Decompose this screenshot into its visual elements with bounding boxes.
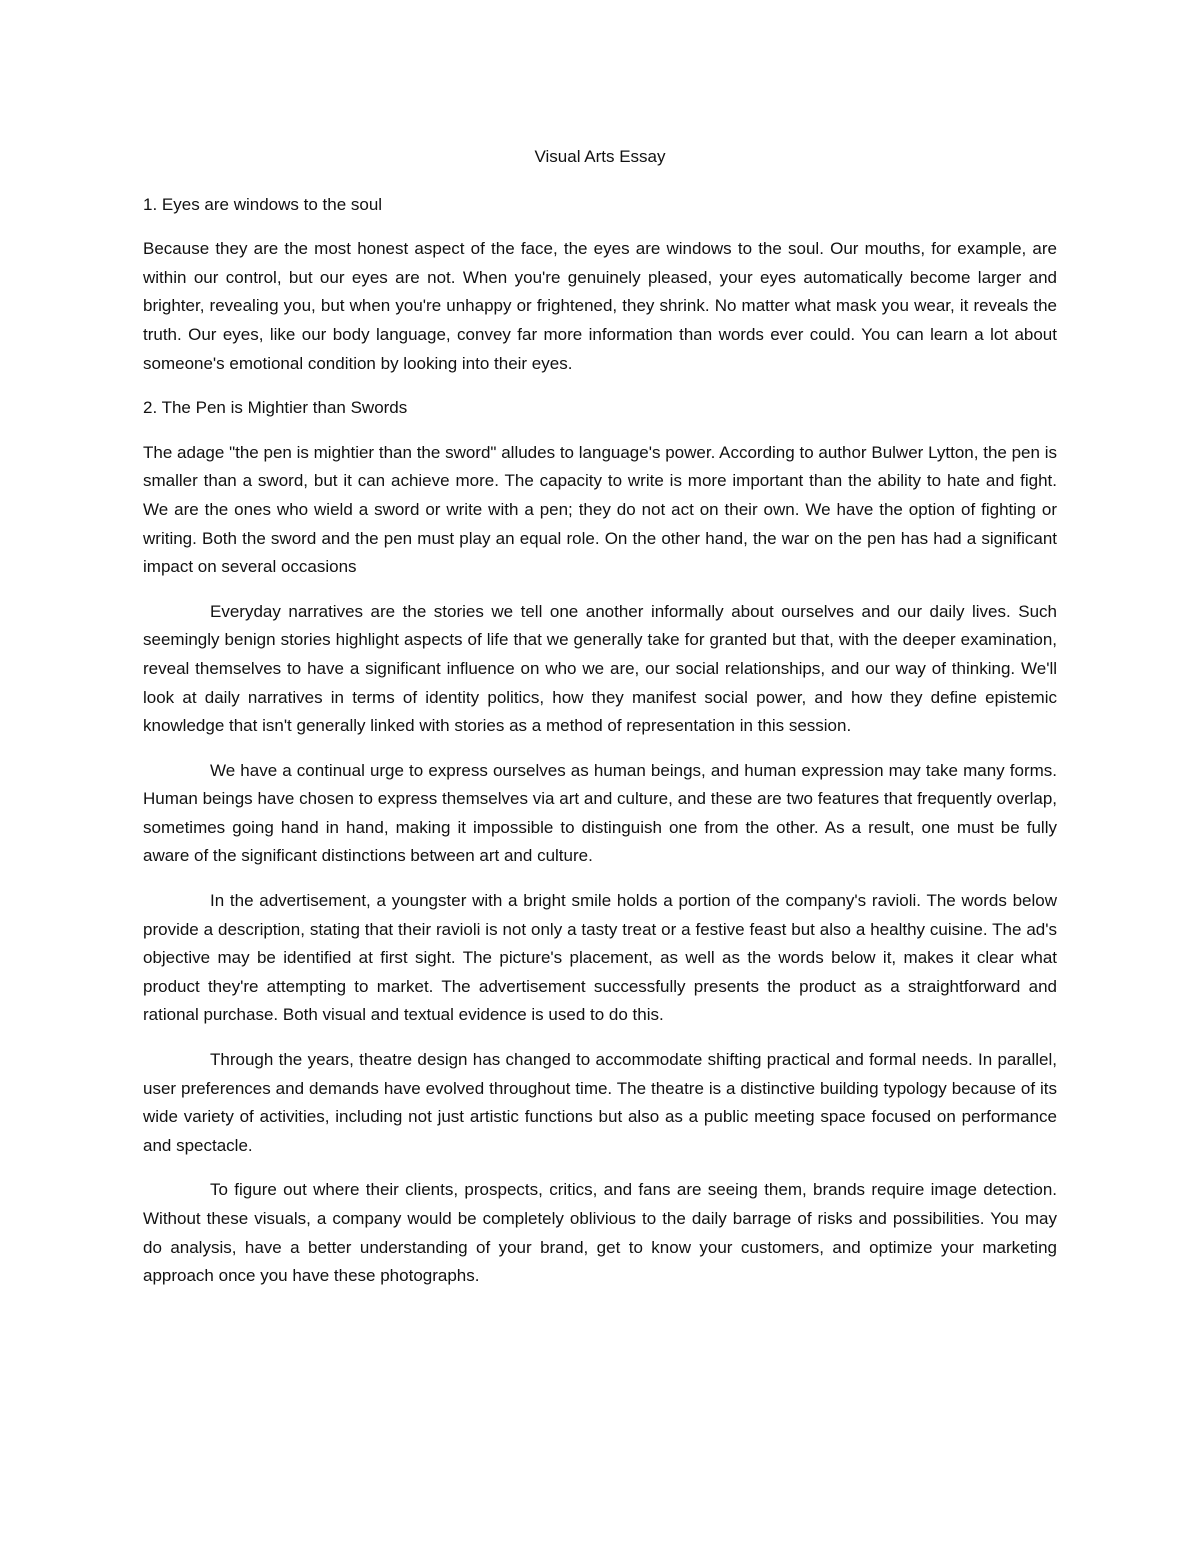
narratives-paragraph: Everyday narratives are the stories we tell one another informally about ourselves and our daily lives. Such seemingly benign stories highlight aspects of life that we generally take for granted but that, with the deeper examination, reveal themselves to have a significant influence on who we are, our social relationships, and our way of thinking. We'll look at daily narratives in terms of identity politics, how they manifest social power, and how they define epistemic knowledge that isn't generally linked with stories as a method of representation in this session. (143, 601, 1057, 736)
art-culture-paragraph: We have a continual urge to express ourselves as human beings, and human expression may take many forms. Human beings have chosen to express themselves via art and culture, and these are two features that frequently overlap, sometimes going hand in hand, making it impossible to distinguish one from the other. As a result, one must be fully aware of the significant distinctions between art and culture. (143, 760, 1057, 866)
theatre-design-paragraph: Through the years, theatre design has changed to accommodate shifting practical and formal needs. In parallel, user preferences and demands have evolved throughout time. The theatre is a distinctive building typology because of its wide variety of activities, including not just artistic functions but also as a public meeting space focused on performance and spectacle. (143, 1050, 1057, 1155)
section-1-paragraph: Because they are the most honest aspect of the face, the eyes are windows to the soul. Our mouths, for example, are within our control, but our eyes are not. When you're genuinely pleased, your eyes automatically become larger and brighter, revealing you, but when you're unhappy or frightened, they shrink. No matter what mask you wear, it reveals the truth. Our eyes, like our body language, convey far more information than words ever could. You can learn a lot about someone's emotional condition by looking into their eyes. (143, 239, 1057, 373)
document-title: Visual Arts Essay (534, 147, 666, 166)
section-heading-1: 1. Eyes are windows to the soul (143, 194, 383, 214)
image-detection-paragraph: To figure out where their clients, prospects, critics, and fans are seeing them, brands require image detection. Without these visuals, a company would be completely oblivious to the daily barrage of risks and possibilities. You may do analysis, have a better understanding of your brand, get to know your customers, and optimize your marketing approach once you have these photographs. (143, 1180, 1057, 1286)
section-heading-2: 2. The Pen is Mightier than Swords (143, 398, 408, 418)
section-2-paragraph: The adage "the pen is mightier than the sword" alludes to language's power. According to author Bulwer Lytton, the pen is smaller than a sword, but it can achieve more. The capacity to write is more important than the ability to hate and fight. We are the ones who wield a sword or write with a pen; they do not act on their own. We have the option of fighting or writing. Both the sword and the pen must play an equal role. On the other hand, the war on the pen has had a significant impact on several occasions (143, 442, 1057, 577)
advertisement-paragraph: In the advertisement, a youngster with a bright smile holds a portion of the company's ravioli. The words below provide a description, stating that their ravioli is not only a tasty treat or a festive feast but also a healthy cuisine. The ad's objective may be identified at first sight. The picture's placement, as well as the words below it, makes it clear what product they're attempting to market. The advertisement successfully presents the product as a straightforward and rational purchase. Both visual and textual evidence is used to do this. (143, 891, 1057, 1025)
document-body (143, 143, 1057, 1307)
